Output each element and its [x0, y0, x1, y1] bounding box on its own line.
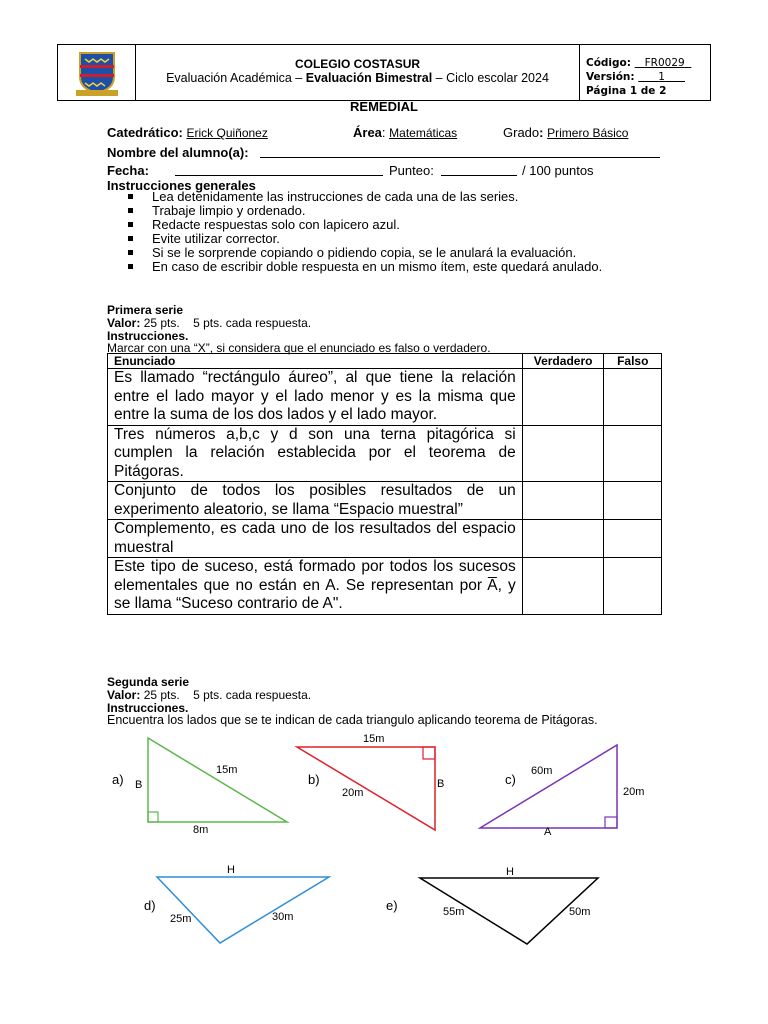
- triangle-b-hyp: 20m: [342, 787, 364, 799]
- serie2-valor: Valor: 25 pts. 5 pts. cada respuesta.: [107, 688, 312, 702]
- triangle-a-base: 8m: [193, 824, 209, 836]
- serie1-instr-label: Instrucciones.: [107, 329, 189, 343]
- triangle-d-top: H: [227, 864, 235, 876]
- triangle-c-base: A: [544, 826, 552, 838]
- puntos-total: / 100 puntos: [522, 163, 594, 178]
- right-angle-c: [605, 817, 617, 828]
- statement: Tres números a,b,c y d son una terna pitagórica si cumplen la relación establecida por el teorema de Pitágoras.: [108, 425, 523, 482]
- triangle-a: [148, 738, 287, 822]
- area-line: Área: Matemáticas: [353, 125, 458, 140]
- instruction-item: Trabaje limpio y ordenado.: [128, 204, 668, 218]
- triangle-b: [297, 747, 435, 830]
- triangle-b-side: B: [437, 778, 445, 790]
- punteo-label: Punteo:: [389, 163, 434, 178]
- school-name: COLEGIO COSTASUR: [294, 57, 421, 71]
- instruction-item: Redacte respuestas solo con lapicero azul.: [128, 218, 668, 232]
- triangle-d: [157, 877, 329, 943]
- grado-line: Grado: Primero Básico: [503, 125, 629, 140]
- instruction-item: En caso de escribir doble respuesta en un mismo ítem, este quedará anulado.: [128, 260, 632, 274]
- triangle-e-left: 55m: [443, 906, 465, 918]
- instructions-title: Instrucciones generales: [107, 178, 256, 193]
- serie1-title: Primera serie: [107, 303, 184, 317]
- evaluation-subtitle: Evaluación Académica – Evaluación Bimestral – Ciclo escolar 2024: [166, 71, 549, 85]
- right-angle-a: [148, 812, 158, 822]
- instruction-item: Lea detenidamente las instrucciones de cada una de las series.: [128, 190, 668, 204]
- statement: Es llamado “rectángulo áureo”, al que tiene la relación entre el lado mayor y el lado menor y es la misma que entre la suma de los dos lados y el lado mayor.: [108, 369, 523, 426]
- col-falso: Falso: [604, 354, 662, 369]
- triangle-a-side-b: B: [135, 779, 143, 791]
- serie2-title: Segunda serie: [107, 675, 190, 689]
- triangle-b-top: 15m: [363, 733, 385, 745]
- instruction-item: Evite utilizar corrector.: [128, 232, 668, 246]
- statement: Este tipo de suceso, está formado por todos los sucesos elementales que no están en A. Se representan por A̅, y se llama “Suceso contrario de A".: [108, 558, 523, 615]
- serie2-instr-label: Instrucciones.: [107, 701, 189, 715]
- triangle-c-label: c): [505, 772, 516, 787]
- triangle-e-label: e): [386, 898, 398, 913]
- instruction-item: Si se le sorprende copiando o pidiendo copia, se le anulará la evaluación.: [128, 246, 668, 260]
- serie1-instr: Marcar con una “X”, si considera que el enunciado es falso o verdadero.: [107, 341, 491, 355]
- triangle-a-label: a): [112, 772, 124, 787]
- triangle-c-side: 20m: [623, 786, 645, 798]
- codigo-line: Código: FR0029: [586, 57, 685, 69]
- fecha-label: Fecha:: [107, 163, 149, 178]
- statement: Complemento, es cada uno de los resultados del espacio muestral: [108, 520, 523, 558]
- col-enunciado: Enunciado: [108, 354, 523, 369]
- triangle-b-label: b): [308, 772, 320, 787]
- nombre-label: Nombre del alumno(a):: [107, 145, 249, 160]
- right-angle-b: [423, 747, 435, 759]
- triangle-d-label: d): [144, 898, 156, 913]
- page-title: REMEDIAL: [350, 99, 418, 114]
- pagina-line: Página 1 de 2: [586, 85, 667, 97]
- triangle-c-hyp: 60m: [531, 765, 553, 777]
- catedratico-line: Catedrático: Erick Quiñonez: [107, 125, 268, 140]
- serie1-valor: Valor: 25 pts. 5 pts. cada respuesta.: [107, 316, 312, 330]
- statement: Conjunto de todos los posibles resultados de un experimento aleatorio, se llama “Espacio muestral”: [108, 482, 523, 520]
- triangle-d-right: 30m: [272, 911, 294, 923]
- triangle-e-top: H: [506, 866, 514, 878]
- triangle-e-right: 50m: [569, 906, 591, 918]
- col-verdadero: Verdadero: [522, 354, 604, 369]
- triangle-a-hyp: 15m: [216, 764, 238, 776]
- triangle-c: [480, 745, 617, 828]
- version-line: Versión: 1: [586, 71, 665, 83]
- serie2-instr: Encuentra los lados que se te indican de cada triangulo aplicando teorema de Pitágoras.: [107, 713, 598, 727]
- triangle-d-left: 25m: [170, 913, 192, 925]
